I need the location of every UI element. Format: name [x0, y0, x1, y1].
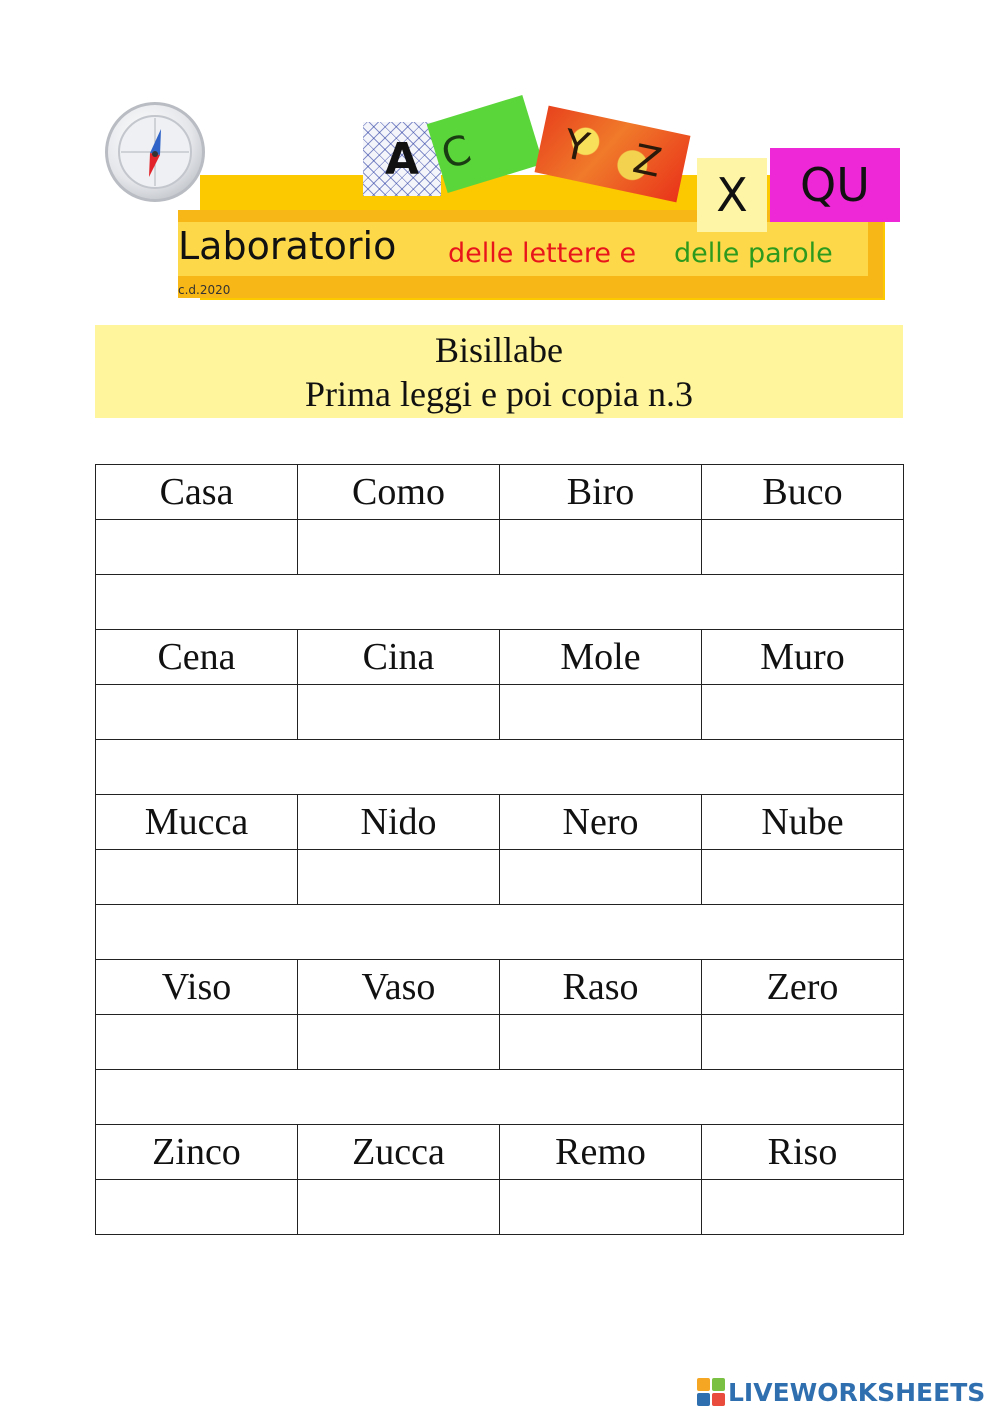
copy-input-cell[interactable]	[500, 1180, 702, 1235]
word-row	[96, 630, 904, 685]
copy-input-cell[interactable]	[96, 1015, 298, 1070]
liveworksheets-brand[interactable]	[697, 1374, 985, 1410]
copy-input-cell[interactable]	[298, 520, 500, 575]
word-cell: Mucca	[96, 795, 298, 850]
word-cell: Nube	[702, 795, 904, 850]
copy-row	[96, 1015, 904, 1070]
copy-row	[96, 1180, 904, 1235]
letter-tile-text: Y	[559, 121, 594, 172]
header-banner	[100, 90, 910, 310]
word-cell: Cena	[96, 630, 298, 685]
letter-tile-text: QU	[800, 158, 870, 212]
letter-tile-text: Z	[629, 136, 666, 187]
copy-row	[96, 850, 904, 905]
copy-input-cell[interactable]	[96, 1180, 298, 1235]
spacer-row	[96, 1070, 904, 1125]
letter-tile-qu	[770, 148, 900, 222]
lab-subtitle-red: delle lettere e	[448, 238, 637, 269]
word-cell: Nido	[298, 795, 500, 850]
letter-tile-x	[697, 158, 767, 232]
spacer-cell	[96, 575, 904, 630]
copy-input-cell[interactable]	[702, 1015, 904, 1070]
copy-input-cell[interactable]	[96, 685, 298, 740]
liveworksheets-logo-icon	[697, 1378, 725, 1406]
copy-input-cell[interactable]	[298, 1015, 500, 1070]
letter-tile-text: A	[384, 133, 420, 185]
copy-input-cell[interactable]	[702, 520, 904, 575]
copy-input-cell[interactable]	[298, 685, 500, 740]
spacer-row	[96, 905, 904, 960]
word-cell: Muro	[702, 630, 904, 685]
copy-input-cell[interactable]	[500, 1015, 702, 1070]
spacer-cell	[96, 1070, 904, 1125]
worksheet-instruction: Prima leggi e poi copia n.3	[305, 374, 693, 414]
copy-input-cell[interactable]	[298, 1180, 500, 1235]
word-row	[96, 795, 904, 850]
brand-text: LIVEWORKSHEETS	[728, 1377, 986, 1407]
letter-tile-text: C	[436, 126, 477, 179]
word-cell: Como	[298, 465, 500, 520]
word-cell: Riso	[702, 1125, 904, 1180]
letter-tile-text: X	[716, 168, 748, 222]
credit-text: c.d.2020	[178, 283, 231, 297]
word-cell: Nero	[500, 795, 702, 850]
word-cell: Vaso	[298, 960, 500, 1015]
word-cell: Remo	[500, 1125, 702, 1180]
worksheet-title: Bisillabe	[435, 330, 563, 370]
spacer-cell	[96, 740, 904, 795]
copy-input-cell[interactable]	[96, 850, 298, 905]
lab-subtitle-green: delle parole	[674, 238, 833, 269]
word-table	[95, 464, 904, 1235]
spacer-row	[96, 740, 904, 795]
word-cell: Viso	[96, 960, 298, 1015]
copy-input-cell[interactable]	[500, 520, 702, 575]
copy-input-cell[interactable]	[298, 850, 500, 905]
word-cell: Casa	[96, 465, 298, 520]
word-cell: Biro	[500, 465, 702, 520]
word-cell: Buco	[702, 465, 904, 520]
word-cell: Mole	[500, 630, 702, 685]
word-cell: Zero	[702, 960, 904, 1015]
word-cell: Zinco	[96, 1125, 298, 1180]
lab-title: Laboratorio	[178, 224, 397, 268]
copy-input-cell[interactable]	[702, 685, 904, 740]
copy-input-cell[interactable]	[500, 850, 702, 905]
spacer-cell	[96, 905, 904, 960]
word-cell: Cina	[298, 630, 500, 685]
copy-input-cell[interactable]	[702, 1180, 904, 1235]
word-cell: Raso	[500, 960, 702, 1015]
word-cell: Zucca	[298, 1125, 500, 1180]
compass-icon	[105, 102, 205, 202]
word-row	[96, 960, 904, 1015]
word-row	[96, 465, 904, 520]
copy-input-cell[interactable]	[500, 685, 702, 740]
word-row	[96, 1125, 904, 1180]
spacer-row	[96, 575, 904, 630]
copy-input-cell[interactable]	[702, 850, 904, 905]
instruction-box	[95, 325, 903, 418]
copy-row	[96, 685, 904, 740]
copy-row	[96, 520, 904, 575]
copy-input-cell[interactable]	[96, 520, 298, 575]
